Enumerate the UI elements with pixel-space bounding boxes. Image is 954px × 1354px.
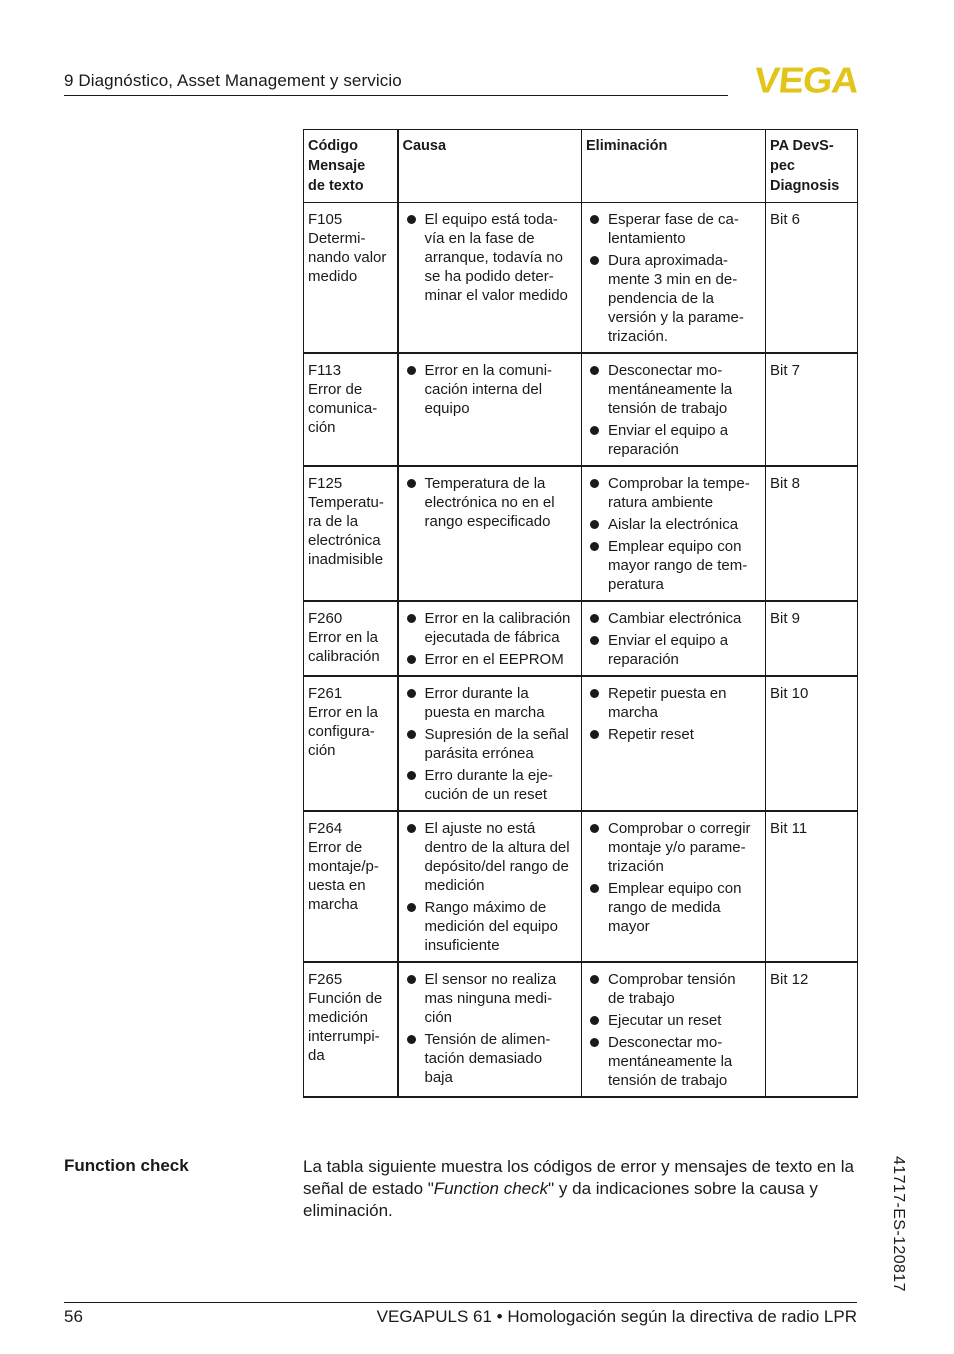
bullet-dot-icon — [407, 824, 416, 833]
header-rule — [64, 95, 728, 96]
bullet-dot-icon — [407, 479, 416, 488]
bullet-dot-icon — [590, 884, 599, 893]
bullet-item: Aislar la electrónica — [586, 515, 761, 534]
bullet-list — [403, 609, 578, 669]
paragraph-text-end: " y da indicaciones sobre la causa y eliminación. — [303, 1179, 818, 1220]
bullet-item: Error en la calibración ejecutada de fábrica — [403, 609, 578, 647]
bullet-item: Ejecutar un reset — [586, 1011, 761, 1030]
cell-code: F260 Error en la calibración — [304, 601, 398, 676]
cell-code: F105 Determi- nando valor medido — [304, 203, 398, 354]
bullet-item: El ajuste no está dentro de la altura del depósito/del rango de medición — [403, 819, 578, 895]
cell-cause — [398, 353, 582, 466]
bullet-item: Rango máximo de medición del equipo insuficiente — [403, 898, 578, 955]
cell-fix — [582, 601, 766, 676]
bullet-dot-icon — [407, 771, 416, 780]
bullet-dot-icon — [590, 1038, 599, 1047]
bullet-item: El equipo está toda- vía en la fase de arranque, todavía no se ha podido deter- minar el valor medido — [403, 210, 578, 305]
bullet-list — [403, 819, 578, 955]
bullet-item: Enviar el equipo a reparación — [586, 631, 761, 669]
bullet-list — [586, 609, 761, 669]
bullet-dot-icon — [590, 730, 599, 739]
bullet-list — [586, 361, 761, 459]
bullet-item: Comprobar o corregir montaje y/o parame- trización — [586, 819, 761, 876]
section-paragraph — [303, 1156, 859, 1222]
bullet-item: Enviar el equipo a reparación — [586, 421, 761, 459]
bullet-item: Comprobar la tempe- ratura ambiente — [586, 474, 761, 512]
col-header-code: Código Mensaje de texto — [304, 130, 398, 203]
bullet-dot-icon — [407, 730, 416, 739]
table-header-row — [304, 130, 858, 203]
cell-cause — [398, 676, 582, 811]
bullet-list — [586, 474, 761, 594]
bullet-list — [586, 819, 761, 936]
cell-fix — [582, 353, 766, 466]
bullet-dot-icon — [590, 689, 599, 698]
cell-cause — [398, 811, 582, 962]
table-row — [304, 601, 858, 676]
cell-bit: Bit 11 — [766, 811, 858, 962]
cell-code: F113 Error de comunica- ción — [304, 353, 398, 466]
cell-fix — [582, 962, 766, 1097]
bullet-item: Emplear equipo con rango de medida mayor — [586, 879, 761, 936]
col-header-fix: Eliminación — [582, 130, 766, 203]
bullet-dot-icon — [407, 975, 416, 984]
table-row — [304, 466, 858, 601]
cell-bit: Bit 10 — [766, 676, 858, 811]
document-code: 41717-ES-120817 — [890, 1156, 907, 1292]
bullet-dot-icon — [590, 256, 599, 265]
bullet-dot-icon — [407, 1035, 416, 1044]
section-label: Function check — [64, 1156, 189, 1175]
bullet-dot-icon — [407, 215, 416, 224]
bullet-item: Error durante la puesta en marcha — [403, 684, 578, 722]
cell-bit: Bit 9 — [766, 601, 858, 676]
bullet-item: Temperatura de la electrónica no en el rango especificado — [403, 474, 578, 531]
bullet-dot-icon — [590, 426, 599, 435]
table-row — [304, 811, 858, 962]
cell-cause — [398, 962, 582, 1097]
bullet-dot-icon — [590, 479, 599, 488]
bullet-dot-icon — [590, 520, 599, 529]
cell-cause — [398, 466, 582, 601]
vega-logo: VEGA — [752, 61, 861, 101]
bullet-dot-icon — [407, 366, 416, 375]
paragraph-italic: Function check — [433, 1179, 549, 1198]
paragraph-text: La tabla siguiente muestra los códigos de error y mensajes de texto en la señal de estado " — [303, 1157, 854, 1198]
chapter-header: 9 Diagnóstico, Asset Management y servicio — [64, 71, 402, 90]
col-header-cause: Causa — [398, 130, 582, 203]
cell-fix — [582, 466, 766, 601]
cell-fix — [582, 676, 766, 811]
diagnosis-table — [303, 129, 858, 1098]
cell-cause — [398, 203, 582, 354]
cell-bit: Bit 12 — [766, 962, 858, 1097]
footer-rule — [64, 1302, 857, 1303]
cell-bit: Bit 8 — [766, 466, 858, 601]
cell-fix — [582, 203, 766, 354]
bullet-item: Dura aproximada- mente 3 min en de- pendencia de la versión y la parame- trización. — [586, 251, 761, 346]
col-header-pa-devspec: PA DevS- pec Diagnosis — [766, 130, 858, 203]
bullet-item: Supresión de la señal parásita errónea — [403, 725, 578, 763]
bullet-list — [586, 684, 761, 744]
page-number: 56 — [64, 1307, 83, 1326]
bullet-item: Esperar fase de ca- lentamiento — [586, 210, 761, 248]
cell-code: F265 Función de medición interrumpi- da — [304, 962, 398, 1097]
bullet-dot-icon — [407, 614, 416, 623]
bullet-list — [403, 361, 578, 418]
footer-title: VEGAPULS 61 • Homologación según la directiva de radio LPR — [376, 1307, 857, 1326]
bullet-item: Desconectar mo- mentáneamente la tensión de trabajo — [586, 361, 761, 418]
bullet-list — [403, 970, 578, 1087]
cell-bit: Bit 7 — [766, 353, 858, 466]
bullet-dot-icon — [590, 215, 599, 224]
bullet-dot-icon — [590, 366, 599, 375]
bullet-dot-icon — [590, 636, 599, 645]
bullet-item: Emplear equipo con mayor rango de tem- peratura — [586, 537, 761, 594]
bullet-item: Error en el EEPROM — [403, 650, 578, 669]
bullet-dot-icon — [407, 689, 416, 698]
bullet-dot-icon — [590, 614, 599, 623]
bullet-dot-icon — [590, 542, 599, 551]
bullet-list — [403, 210, 578, 305]
cell-cause — [398, 601, 582, 676]
bullet-list — [403, 684, 578, 804]
cell-code: F125 Temperatu- ra de la electrónica inadmisible — [304, 466, 398, 601]
bullet-dot-icon — [590, 1016, 599, 1025]
bullet-item: El sensor no realiza mas ninguna medi- ción — [403, 970, 578, 1027]
bullet-item: Error en la comuni- cación interna del equipo — [403, 361, 578, 418]
bullet-list — [586, 210, 761, 346]
cell-fix — [582, 811, 766, 962]
bullet-dot-icon — [590, 824, 599, 833]
table-row — [304, 962, 858, 1097]
bullet-dot-icon — [407, 903, 416, 912]
table-row — [304, 353, 858, 466]
bullet-dot-icon — [590, 975, 599, 984]
bullet-item: Tensión de alimen- tación demasiado baja — [403, 1030, 578, 1087]
bullet-item: Comprobar tensión de trabajo — [586, 970, 761, 1008]
bullet-list — [586, 970, 761, 1090]
table-body — [304, 203, 858, 1098]
bullet-dot-icon — [407, 655, 416, 664]
bullet-item: Desconectar mo- mentáneamente la tensión de trabajo — [586, 1033, 761, 1090]
cell-bit: Bit 6 — [766, 203, 858, 354]
table-row — [304, 203, 858, 354]
bullet-item: Cambiar electrónica — [586, 609, 761, 628]
bullet-item: Repetir reset — [586, 725, 761, 744]
cell-code: F261 Error en la configura- ción — [304, 676, 398, 811]
bullet-list — [403, 474, 578, 531]
bullet-item: Erro durante la eje- cución de un reset — [403, 766, 578, 804]
table-row — [304, 676, 858, 811]
cell-code: F264 Error de montaje/p- uesta en marcha — [304, 811, 398, 962]
bullet-item: Repetir puesta en marcha — [586, 684, 761, 722]
